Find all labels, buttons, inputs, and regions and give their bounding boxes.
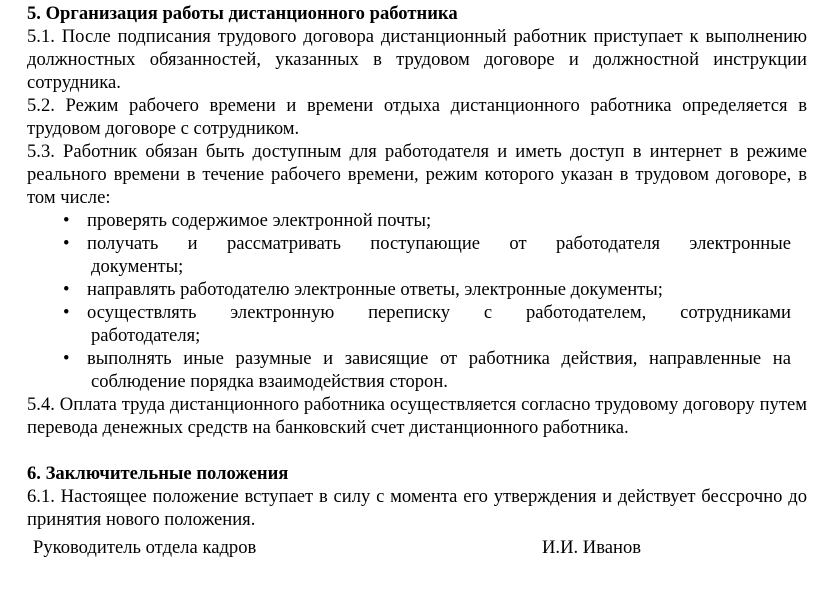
list-item-text: направлять работодателю электронные ответы, электронные документы; bbox=[87, 279, 663, 300]
paragraph-6-1: 6.1. Настоящее положение вступает в силу с момента его утверждения и действует бессрочно до принятия нового положения. bbox=[27, 486, 807, 530]
paragraph-5-3: 5.3. Работник обязан быть доступным для работодателя и иметь доступ в интернет в режиме реального времени в течение рабочего времени, режим которого указан в трудовом договоре, в том числе: bbox=[27, 141, 807, 208]
duties-list bbox=[0, 209, 828, 393]
list-item bbox=[63, 209, 791, 232]
list-item bbox=[63, 301, 791, 347]
signature-position: Руководитель отдела кадров bbox=[33, 537, 257, 558]
list-item bbox=[63, 347, 791, 393]
list-item-continuation: документы; bbox=[91, 256, 184, 277]
bullet-marker: • bbox=[63, 233, 70, 254]
paragraph-5-4: 5.4. Оплата труда дистанционного работника осуществляется согласно трудовому договору путем перевода денежных средств на банковский счет дистанционного работника. bbox=[27, 394, 807, 438]
list-item-continuation: соблюдение порядка взаимодействия сторон. bbox=[91, 371, 448, 392]
list-item-text: осуществлять электронную переписку с работодателем, сотрудниками bbox=[87, 302, 791, 323]
section-5-heading: 5. Организация работы дистанционного работника bbox=[27, 3, 458, 24]
bullet-marker: • bbox=[63, 348, 70, 369]
bullet-marker: • bbox=[63, 302, 70, 323]
bullet-marker: • bbox=[63, 210, 70, 231]
list-item-continuation: работодателя; bbox=[91, 325, 201, 346]
list-item-text: выполнять иные разумные и зависящие от работника действия, направленные на bbox=[87, 348, 791, 369]
list-item bbox=[63, 232, 791, 278]
list-item-text: проверять содержимое электронной почты; bbox=[87, 210, 432, 231]
list-item bbox=[63, 278, 791, 301]
paragraph-5-2: 5.2. Режим рабочего времени и времени отдыха дистанционного работника определяется в трудовом договоре с сотрудником. bbox=[27, 95, 807, 139]
list-item-text: получать и рассматривать поступающие от работодателя электронные bbox=[87, 233, 791, 254]
bullet-marker: • bbox=[63, 279, 70, 300]
signature-name: И.И. Иванов bbox=[542, 537, 642, 558]
section-6-heading: 6. Заключительные положения bbox=[27, 463, 289, 484]
paragraph-5-1: 5.1. После подписания трудового договора дистанционный работник приступает к выполнению должностных обязанностей, указанных в трудовом договоре и должностной инструкции сотрудника. bbox=[27, 26, 807, 93]
